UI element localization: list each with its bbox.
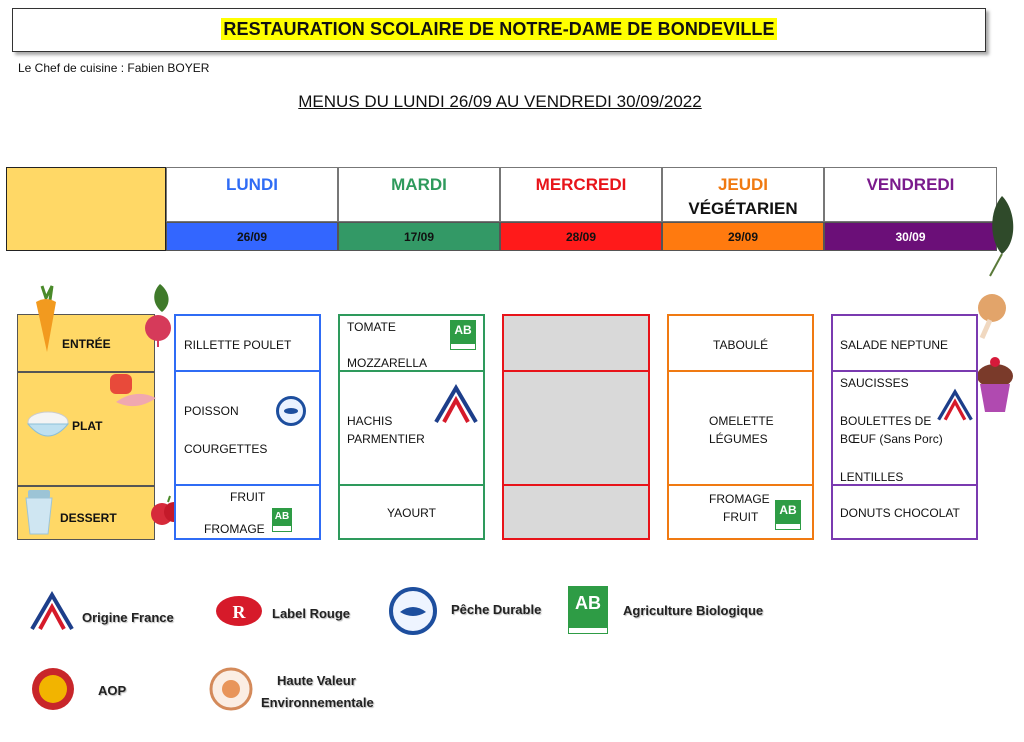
dish: FRUIT xyxy=(230,490,266,504)
dish: COURGETTES xyxy=(184,442,268,456)
legend-label-rouge: Label Rouge xyxy=(272,606,351,621)
day-header-mercredi xyxy=(500,167,662,222)
menu-lundi-entree xyxy=(174,314,321,372)
dish: YAOURT xyxy=(387,506,436,520)
chef-name: Le Chef de cuisine : Fabien BOYER xyxy=(18,61,210,75)
table-corner xyxy=(6,167,166,251)
menu-mercredi-entree xyxy=(502,314,650,372)
menu-mardi-plat xyxy=(338,370,485,486)
dish: RILLETTE POULET xyxy=(184,338,292,352)
peche-durable-icon xyxy=(276,396,306,426)
meat-fish-icon xyxy=(106,372,162,424)
dish: PARMENTIER xyxy=(347,432,425,446)
legend-hve-line2: Environnementale xyxy=(261,695,374,710)
day-header-lundi xyxy=(166,167,338,222)
date-lundi: 26/09 xyxy=(166,222,338,251)
menu-mardi-entree xyxy=(338,314,485,372)
carrot-icon xyxy=(30,284,62,356)
cupcake-icon xyxy=(974,356,1016,414)
dish: FROMAGE xyxy=(709,492,770,506)
legend-origine-france: Origine France xyxy=(82,610,174,625)
dish: MOZZARELLA xyxy=(347,356,428,370)
dish: TABOULÉ xyxy=(713,338,769,352)
viandes-de-france-icon xyxy=(937,388,973,422)
rice-icon xyxy=(24,408,72,444)
day-theme: VÉGÉTARIEN xyxy=(688,199,798,218)
menu-vendredi-dessert xyxy=(831,484,978,540)
svg-text:R: R xyxy=(232,602,246,622)
date-mercredi: 28/09 xyxy=(500,222,662,251)
dish: FRUIT xyxy=(723,510,759,524)
aop-icon xyxy=(30,666,76,712)
dish: HACHIS xyxy=(347,414,393,428)
date-mardi: 17/09 xyxy=(338,222,500,251)
dish: FROMAGE xyxy=(204,522,265,536)
chicken-leg-icon xyxy=(972,290,1012,342)
day-header-jeudi xyxy=(662,167,824,222)
ab-bio-legend-icon: AB xyxy=(568,586,608,634)
menu-jeudi-plat xyxy=(667,370,814,486)
peche-durable-legend-icon xyxy=(388,586,438,636)
yogurt-icon xyxy=(22,488,56,536)
menu-mercredi-plat xyxy=(502,370,650,486)
date-vendredi: 30/09 xyxy=(824,222,997,251)
menu-lundi-plat xyxy=(174,370,321,486)
dish: OMELETTE xyxy=(709,414,774,428)
row-label-text: ENTRÉE xyxy=(62,337,111,351)
day-name: MARDI xyxy=(391,175,447,194)
legend-aop: AOP xyxy=(98,683,127,698)
dish: SALADE NEPTUNE xyxy=(840,338,949,352)
day-name: JEUDI xyxy=(717,175,769,194)
day-header-mardi xyxy=(338,167,500,222)
menu-mardi-dessert xyxy=(338,484,485,540)
legend-agriculture-biologique: Agriculture Biologique xyxy=(623,603,764,618)
ab-bio-icon: AB xyxy=(450,320,476,350)
day-name: LUNDI xyxy=(226,175,278,194)
dish: TOMATE xyxy=(347,320,396,334)
dish: POISSON xyxy=(184,404,239,418)
dish: LENTILLES xyxy=(840,470,904,484)
day-name: VENDREDI xyxy=(866,175,955,194)
row-label-text: DESSERT xyxy=(60,511,117,525)
menu-jeudi-dessert xyxy=(667,484,814,540)
title-box xyxy=(12,8,986,52)
viandes-de-france-legend-icon xyxy=(30,590,74,632)
day-name: MERCREDI xyxy=(535,175,627,194)
hve-icon xyxy=(208,666,254,712)
menu-vendredi-plat xyxy=(831,370,978,486)
menu-mercredi-dessert xyxy=(502,484,650,540)
page-title: RESTAURATION SCOLAIRE DE NOTRE-DAME DE BONDEVILLE xyxy=(223,19,775,39)
row-label-text: PLAT xyxy=(72,419,103,433)
label-rouge-icon xyxy=(214,594,264,628)
ab-bio-icon: AB xyxy=(775,500,801,530)
ab-bio-icon: AB xyxy=(272,508,292,532)
legend-hve-line1: Haute Valeur xyxy=(277,673,356,688)
dish: BŒUF (Sans Porc) xyxy=(840,432,943,446)
date-jeudi: 29/09 xyxy=(662,222,824,251)
dish: BOULETTES DE xyxy=(840,414,932,428)
dish: SAUCISSES xyxy=(840,376,909,390)
viandes-de-france-icon xyxy=(434,384,478,424)
day-header-vendredi xyxy=(824,167,997,222)
dish: LÉGUMES xyxy=(709,432,768,446)
dish: DONUTS CHOCOLAT xyxy=(840,506,960,520)
legend-peche-durable: Pêche Durable xyxy=(451,602,542,617)
menu-period: MENUS DU LUNDI 26/09 AU VENDREDI 30/09/2022 xyxy=(298,92,702,111)
menu-lundi-dessert xyxy=(174,484,321,540)
menu-jeudi-entree xyxy=(667,314,814,372)
menu-vendredi-entree xyxy=(831,314,978,372)
spinach-icon xyxy=(980,190,1020,280)
